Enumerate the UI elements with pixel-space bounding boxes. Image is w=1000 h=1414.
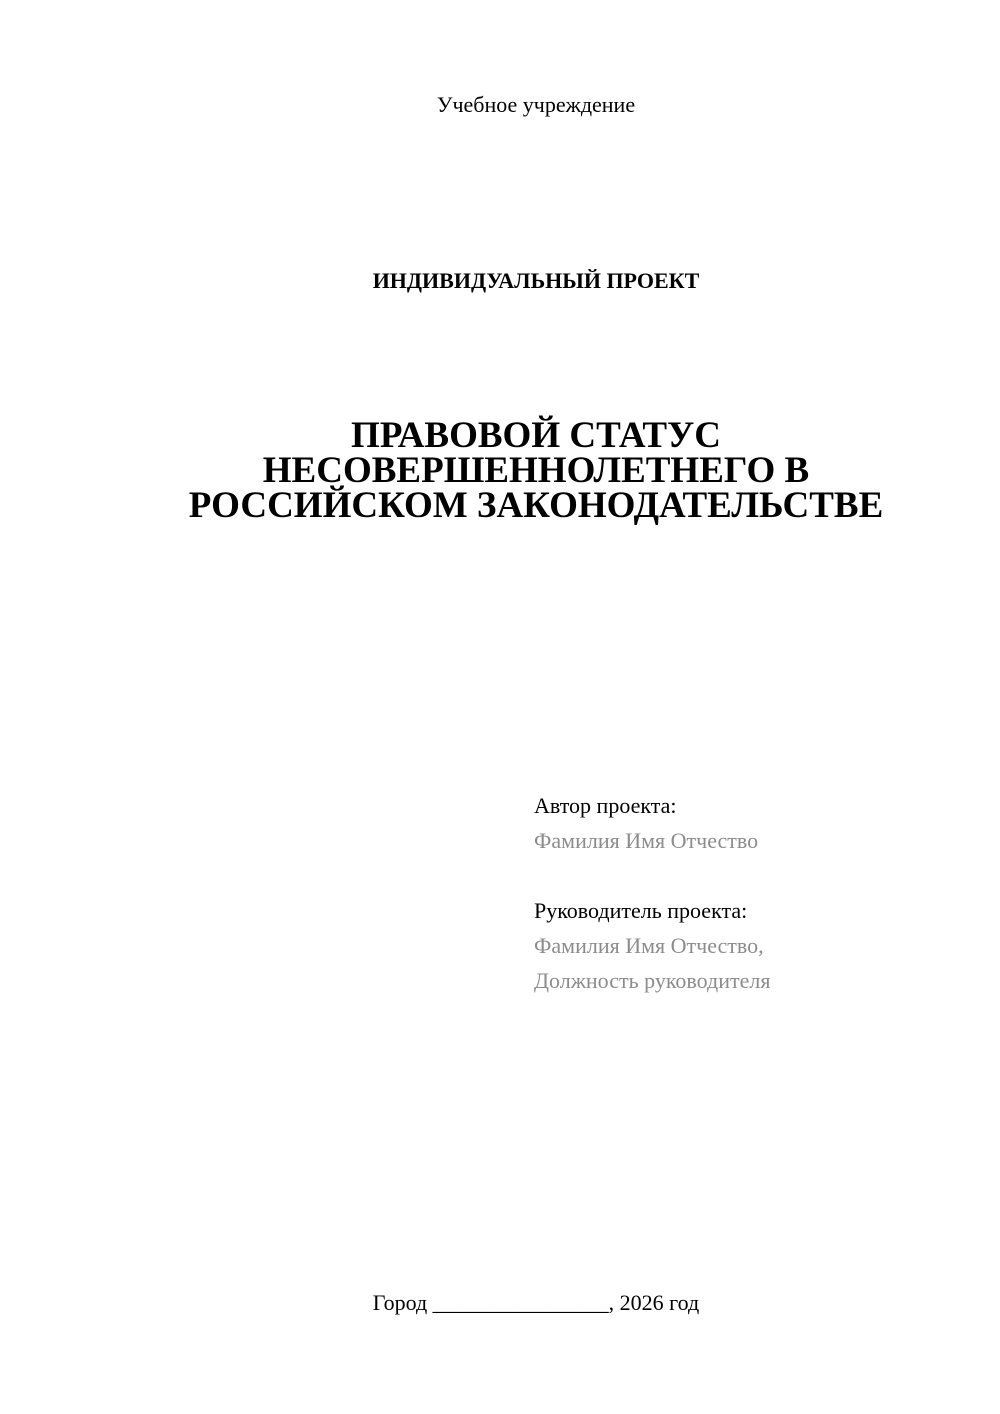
project-type-heading: ИНДИВИДУАЛЬНЫЙ ПРОЕКТ: [372, 268, 700, 293]
project-title-line: НЕСОВЕРШЕННОЛЕТНЕГО В: [262, 450, 810, 491]
author-name: Фамилия Имя Отчество: [534, 828, 759, 853]
institution-name: Учебное учреждение: [436, 92, 636, 117]
project-title-line: ПРАВОВОЙ СТАТУС: [351, 415, 721, 456]
supervisor-position: Должность руководителя: [534, 968, 771, 993]
credits-block: [534, 788, 770, 998]
author-label: Автор проекта:: [534, 793, 677, 818]
supervisor-label: Руководитель проекта:: [534, 898, 748, 923]
supervisor-name: Фамилия Имя Отчество,: [534, 933, 764, 958]
project-title: [0, 415, 1000, 526]
project-title-line: РОССИЙСКОМ ЗАКОНОДАТЕЛЬСТВЕ: [188, 485, 884, 526]
city-year-line: Город ________________, 2026 год: [372, 1290, 700, 1315]
spacer: [534, 858, 770, 893]
